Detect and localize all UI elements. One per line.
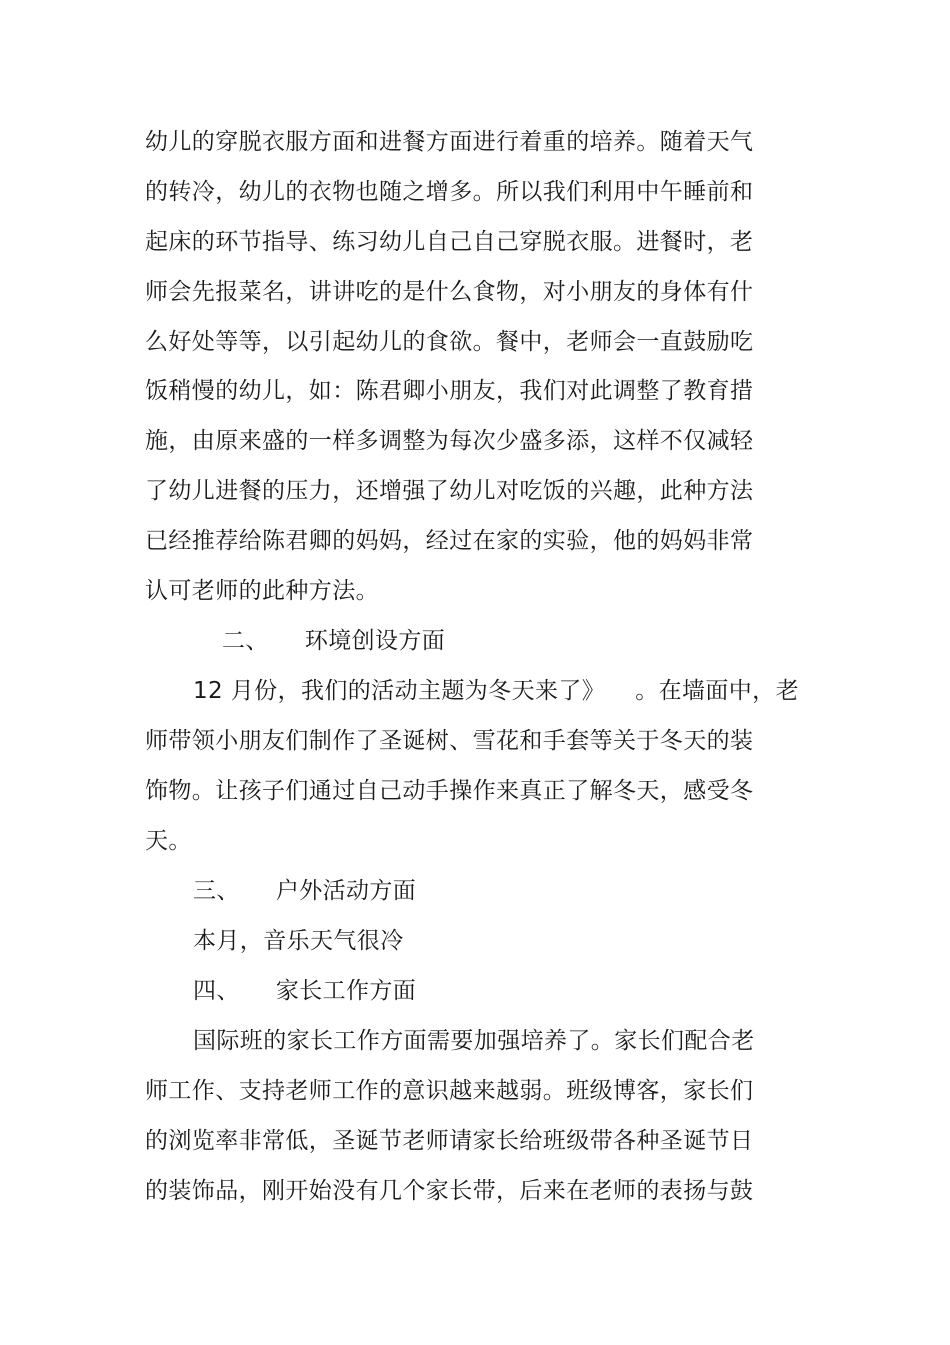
- paragraph-line: 施，由原来盛的一样多调整为每次少盛多添，这样不仅减轻: [145, 428, 754, 454]
- paragraph-line: 认可老师的此种方法。: [145, 578, 379, 604]
- section-number: 四、: [193, 978, 240, 1004]
- paragraph-line: 天。: [145, 828, 192, 854]
- paragraph-line: 幼儿的穿脱衣服方面和进餐方面进行着重的培养。随着天气: [145, 129, 754, 155]
- paragraph-line: 师工作、支持老师工作的意识越来越弱。班级博客，家长们: [145, 1078, 754, 1104]
- paragraph-line: 的装饰品，刚开始没有几个家长带，后来在老师的表扬与鼓: [145, 1178, 754, 1204]
- section-title: 环境创设方面: [304, 628, 446, 654]
- section-number: 二、: [222, 628, 269, 654]
- section-heading-environment: [222, 626, 445, 656]
- paragraph-line: 么好处等等，以引起幼儿的食欲。餐中，老师会一直鼓励吃: [145, 329, 754, 355]
- section-title: 户外活动方面: [275, 878, 417, 904]
- paragraph-line: 师会先报菜名，讲讲吃的是什么食物，对小朋友的身体有什: [145, 279, 754, 305]
- paragraph-line: 饭稍慢的幼儿，如：陈君卿小朋友，我们对此调整了教育措: [145, 378, 754, 404]
- paragraph-line: 国际班的家长工作方面需要加强培养了。家长们配合老: [193, 1028, 755, 1054]
- paragraph-line: 了幼儿进餐的压力，还增强了幼儿对吃饭的兴趣，此种方法: [145, 478, 754, 504]
- paragraph-text: 12 月份，我们的活动主题为冬天来了》: [193, 678, 606, 704]
- section-title: 家长工作方面: [275, 978, 417, 1004]
- section-heading-parents: [193, 976, 416, 1006]
- paragraph-line: 饰物。让孩子们通过自己动手操作来真正了解冬天，感受冬: [145, 778, 754, 804]
- paragraph-line: 已经推荐给陈君卿的妈妈，经过在家的实验，他的妈妈非常: [145, 528, 754, 554]
- paragraph-line: 的转冷，幼儿的衣物也随之增多。所以我们利用中午睡前和: [145, 179, 754, 205]
- paragraph-line: 起床的环节指导、练习幼儿自己自己穿脱衣服。进餐时，老: [145, 229, 754, 255]
- paragraph-line: [193, 676, 799, 706]
- paragraph-line: 的浏览率非常低，圣诞节老师请家长给班级带各种圣诞节日: [145, 1128, 754, 1154]
- section-number: 三、: [193, 878, 240, 904]
- paragraph-line: 师带领小朋友们制作了圣诞树、雪花和手套等关于冬天的装: [145, 728, 754, 754]
- section-heading-outdoor: [193, 876, 416, 906]
- paragraph-text: 。在墙面中，老: [635, 678, 799, 704]
- paragraph-line: 本月，音乐天气很冷: [193, 928, 404, 954]
